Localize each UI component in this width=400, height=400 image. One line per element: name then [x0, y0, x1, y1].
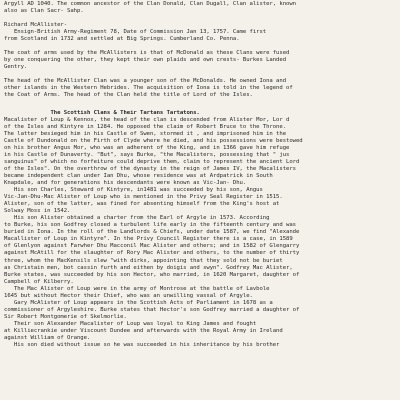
paragraph-gap	[4, 43, 396, 50]
paragraph	[4, 50, 396, 71]
paragraph-gap	[4, 71, 396, 78]
text-line: Solway Moss in 1542.	[4, 208, 71, 215]
text-line: of the Isles". On the overthrow of the dynasty in the reign of James IV, the Macalisters	[4, 165, 296, 172]
text-line: against McAtill for the slaughter of Rory Mac Alister and others, to the number of thirty	[4, 250, 300, 257]
text-line: became independent clan under Ian Dhu, whose residence was at Ardpatrick in South	[4, 172, 273, 179]
text-line: also as Clan Sacr- Sahp.	[4, 8, 84, 15]
text-line: as Christain men, bot cassin furth and eithen by doigis and swyn". Godfrey Mac Alister,	[4, 264, 293, 271]
text-line: Macalister of Loup & Kennox, the head of the clan is descended from Alister Mor, Lor d	[4, 116, 290, 123]
text-line: of Glenlyon against Farwher Dhu Macconil Mac Alister and others; and in 1582 of Glengarry	[4, 243, 300, 250]
paragraph-gap	[4, 15, 396, 22]
text-line: Sir Robert Montgomerie of Skelmorlie.	[4, 313, 127, 320]
text-line: on his brother Angus Mor, who was an adherent of the King, and in 1366 gave him refuge	[4, 144, 290, 151]
text-line: His son Charles, Steward of Kintyre, in1481 was succeeded by his son, Angus	[4, 187, 263, 194]
text-line: Richard McAllister-	[4, 22, 68, 29]
text-line: Vic-Jan-Dhu-Mac Alister of Loup who is mentioned in the Privy Seal Register in 1515.	[4, 194, 283, 201]
text-line: Alister, son of the latter, was fined for absenting himself from the King's host at	[4, 201, 280, 208]
text-line: the Coat of Arms. The head of the Clan held the title of Lord of the Isles.	[4, 92, 253, 99]
text-line: of the Isles and Kintyre in 1284. He opposed the claim of Robert Bruce to the Throne.	[4, 123, 287, 130]
text-line: The Scottish Clans & Their Tartans Tartatons.	[4, 109, 200, 116]
text-line: Ensign-British Army-Regiment 78, Date of Commission Jan 13, 1757. Came first	[4, 29, 267, 36]
text-line: three, whom the MacKensils slew "with dirks, appointing that they sold not be buriet	[4, 257, 283, 264]
text-line: His son died without issue so he was succeeded in his inheritance by his brother	[4, 342, 280, 349]
text-line: against William of Orange.	[4, 335, 91, 342]
text-line: Campbell of Kilberry.	[4, 278, 74, 285]
paragraph	[4, 117, 396, 350]
text-line: at Killiecrankie under Viscount Dundee and afterwards with the Royal Army in Ireland	[4, 327, 283, 334]
text-line: Burke states, was succeeded by his son Hector, who married, in 1620 Margaret, daughter of	[4, 271, 300, 278]
paragraph	[4, 78, 396, 99]
text-line: to Burke, his son Godfrey closed a turbulent life early in the fifteenth century and was	[4, 222, 296, 229]
text-line: 1645 but without Hector their Chief, who was an unwilling vassal of Argyle.	[4, 292, 253, 299]
text-line: The Mac Alister of Loup were in the army of Montrose at the battle of Lavbole	[4, 285, 270, 292]
text-line: Knapdale, and for generations his descendants were known as Vic-Jan- Dhu.	[4, 179, 247, 186]
text-line: by one conquering the other, they kept their own plaids and own crests- Burkes Landed	[4, 57, 287, 64]
text-line: other islands in the Western Hebrides. The acquisition of Iona is told in the legend of	[4, 85, 293, 92]
paragraph	[4, 22, 396, 43]
text-line: His son Alister obtained a charter from the Earl of Argyle in 1573. According	[4, 215, 270, 222]
text-line: Castle of Dundonald on the Firth of Clyde where he died, and his possessions were bestowed	[4, 137, 303, 144]
text-line: sanguinus" of which no forfeiture could deprive them, claim to represent the ancient Lord	[4, 158, 300, 165]
text-line: The latter besieged him in his Castle of Swen, stormed it , and imprisoned him in the	[4, 130, 287, 137]
text-line: The head of the McAllister Clan was a younger son of the McDonalds. He owned Iona and	[4, 78, 287, 85]
text-line: Gentry.	[4, 64, 28, 71]
text-line: commissioner of Argyleshire. Burke states that Hector's son Godfrey married a daughter of	[4, 306, 300, 313]
section-heading	[4, 110, 396, 117]
text-line: The coat of arms used by the McAllisters is that of McDonald as these Clans were fused	[4, 50, 290, 57]
text-line: Their son Alexander Macalister of Loup was loyal to King James and fought	[4, 320, 257, 327]
text-line: from Scotland in 1732 and settled at Big Springs. Cumberland Co. Penna.	[4, 36, 240, 43]
text-line: buried in Iona. In the roll of the Landlords & Chiefs, under date 1587, we find "Alexande	[4, 229, 300, 236]
text-line: Argyll AD 1040. The common ancestor of the Clan Donald, Clan Dugall, Clan alister, known	[4, 1, 296, 7]
text-line: Macallister of Loup in Kintyre". In the Privy Council Register there is a case, in 1589	[4, 236, 293, 243]
text-line: in his Castle of Dunaverty. "But", says Burke, "the Macalisters, possessing that " jus	[4, 151, 290, 158]
text-line: Gary McAlister of Loup appears in the Scottish Acts of Parliament in 1678 as a	[4, 299, 273, 306]
paragraph	[4, 1, 396, 15]
paragraph-gap	[4, 100, 396, 110]
